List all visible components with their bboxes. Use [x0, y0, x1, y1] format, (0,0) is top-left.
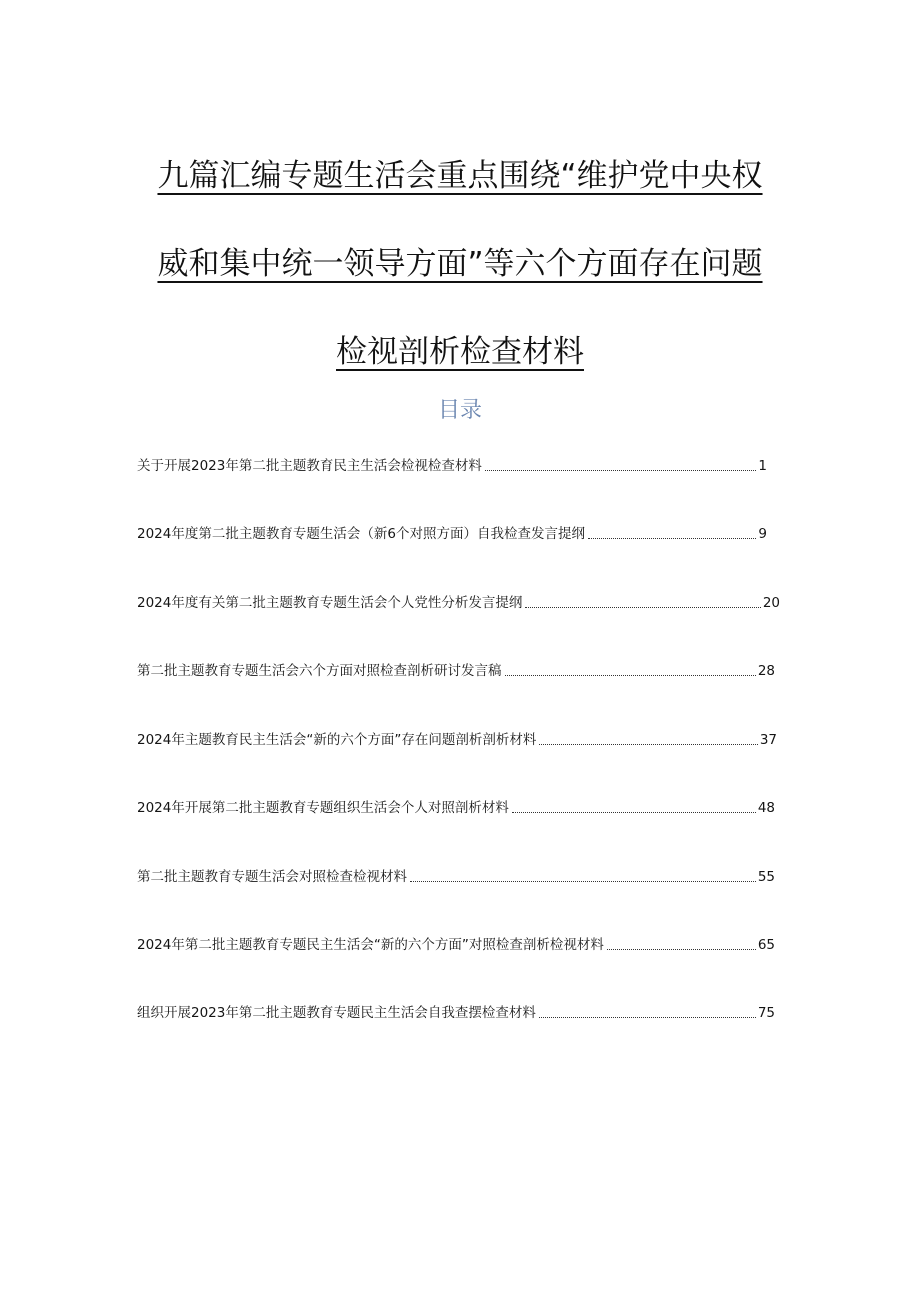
toc-entry[interactable]	[137, 523, 767, 545]
toc-entry-page: 55	[757, 869, 775, 885]
toc-entry-title: 第二批主题教育专题生活会六个方面对照检查剖析研讨发言稿	[137, 663, 502, 679]
toc-leader-dots	[539, 1016, 756, 1018]
toc-leader-dots	[539, 743, 757, 745]
toc-entry-page: 20	[762, 595, 780, 611]
toc-entry-page: 48	[757, 800, 775, 816]
toc-entry-title: 组织开展2023年第二批主题教育专题民主生活会自我查摆检查材料	[137, 1005, 536, 1021]
toc-heading: 目录	[437, 398, 482, 423]
toc-entry-page: 28	[757, 663, 775, 679]
toc-leader-dots	[485, 469, 757, 471]
toc-entry[interactable]	[137, 455, 767, 477]
toc-entry[interactable]	[137, 797, 775, 819]
toc-leader-dots	[525, 606, 760, 608]
toc-entry-title: 2024年度有关第二批主题教育专题生活会个人党性分析发言提纲	[137, 595, 523, 611]
toc-entry-title: 2024年度第二批主题教育专题生活会（新6个对照方面）自我检查发言提纲	[137, 526, 585, 542]
toc-leader-dots	[505, 674, 756, 676]
title-line-3: 检视剖析检查材料	[336, 334, 584, 370]
toc-entry-title: 关于开展2023年第二批主题教育民主生活会检视检查材料	[137, 458, 482, 474]
toc-entry-page: 37	[759, 732, 777, 748]
toc-leader-dots	[512, 811, 756, 813]
toc-leader-dots	[607, 948, 756, 950]
toc-entry[interactable]	[137, 729, 777, 751]
document-title	[150, 132, 770, 396]
toc-entry-title: 第二批主题教育专题生活会对照检查检视材料	[137, 869, 407, 885]
toc-entry[interactable]	[137, 660, 775, 682]
toc-leader-dots	[588, 537, 756, 539]
toc-entry-page: 65	[757, 937, 775, 953]
title-line-2: 威和集中统一领导方面”等六个方面存在问题	[157, 246, 763, 282]
toc-entry-title: 2024年开展第二批主题教育专题组织生活会个人对照剖析材料	[137, 800, 509, 816]
toc-entry-page: 75	[757, 1005, 775, 1021]
toc-entry-title: 2024年第二批主题教育专题民主生活会“新的六个方面”对照检查剖析检视材料	[137, 937, 604, 953]
toc-entry[interactable]	[137, 866, 775, 888]
toc-entry[interactable]	[137, 1002, 775, 1024]
toc-entry-page: 9	[758, 526, 767, 542]
toc-entry[interactable]	[137, 592, 780, 614]
toc-entry[interactable]	[137, 934, 775, 956]
title-line-1: 九篇汇编专题生活会重点围绕“维护党中央权	[157, 158, 763, 194]
toc-entry-page: 1	[758, 458, 767, 474]
toc-entry-title: 2024年主题教育民主生活会“新的六个方面”存在问题剖析剖析材料	[137, 732, 537, 748]
toc-leader-dots	[410, 880, 756, 882]
